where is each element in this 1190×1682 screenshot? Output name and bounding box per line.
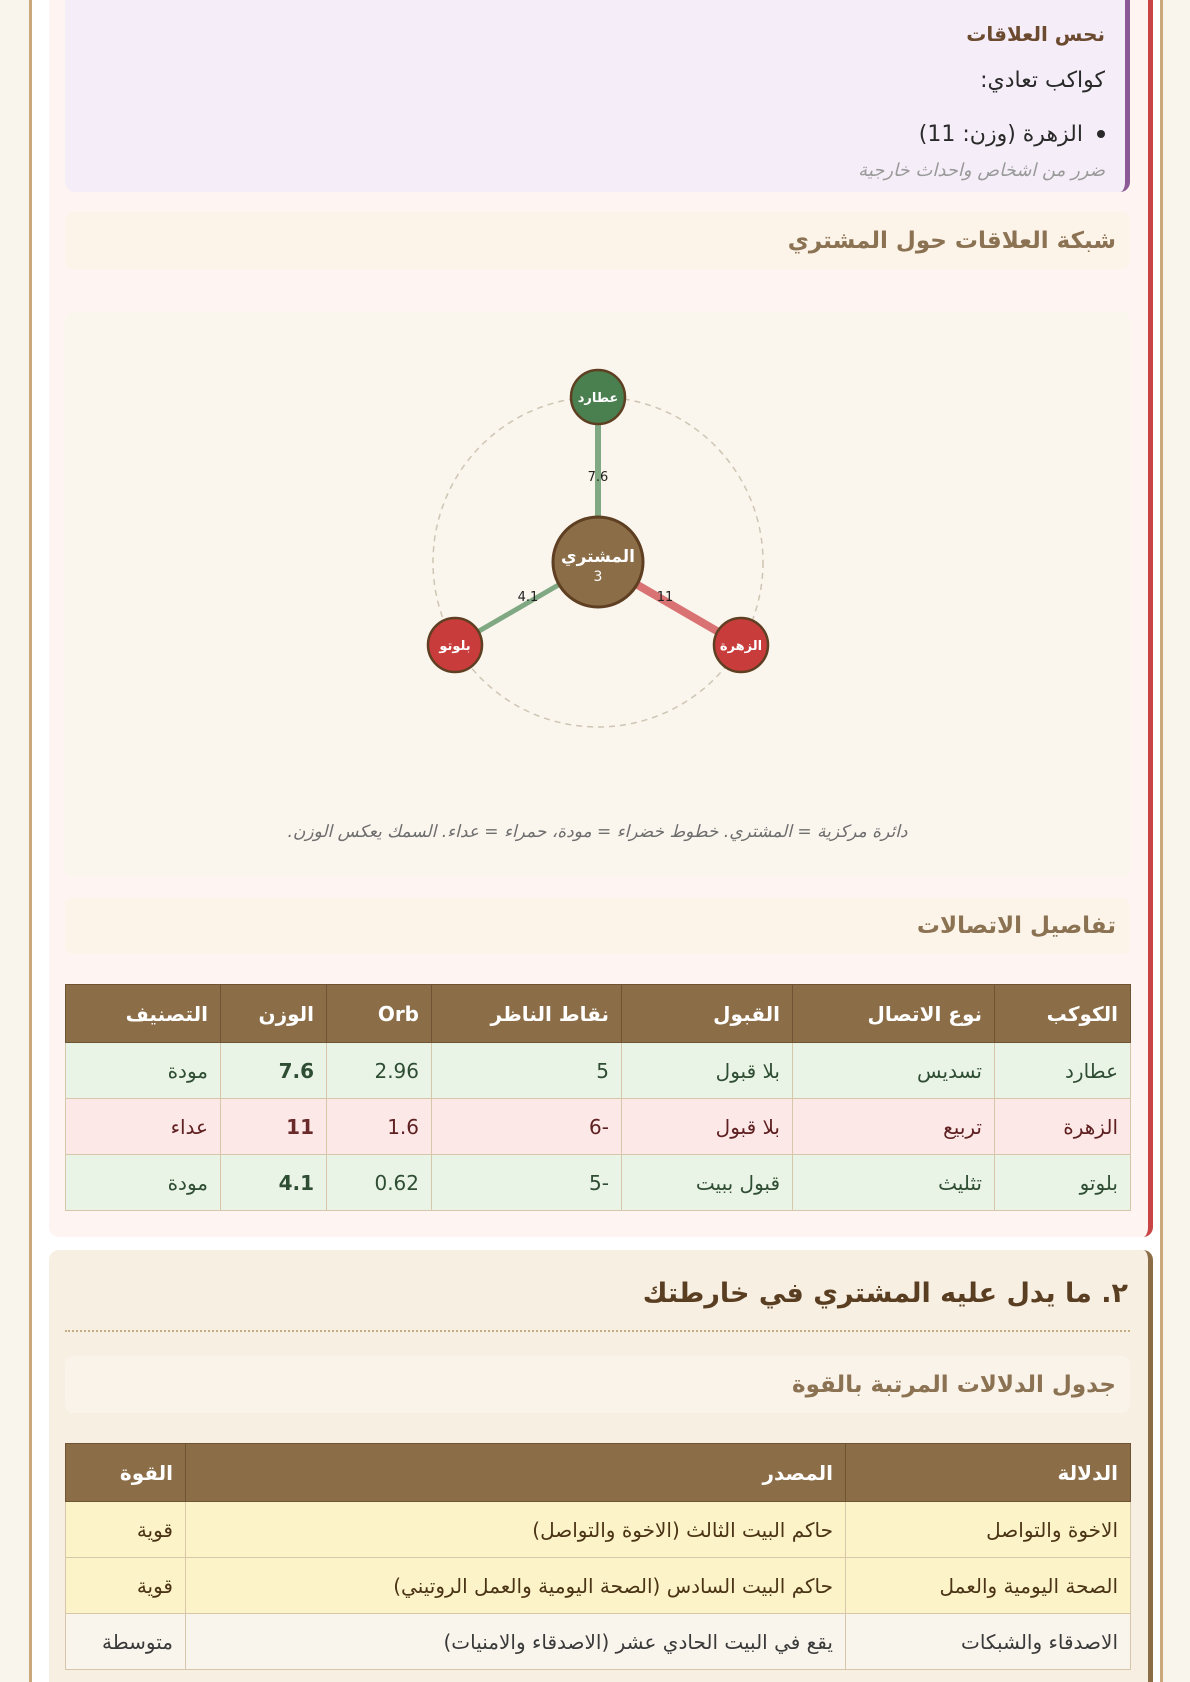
significations-title-box bbox=[65, 1356, 1130, 1413]
malefic-title: نحس العلاقات bbox=[966, 22, 1105, 46]
column-header: الكوكب bbox=[995, 985, 1131, 1043]
list-item: الزهرة (وزن: 11) bbox=[85, 114, 1105, 154]
column-header: الدلالة bbox=[846, 1444, 1131, 1502]
column-header: التصنيف bbox=[66, 985, 221, 1043]
svg-text:الزهرة: الزهرة bbox=[719, 639, 763, 654]
column-header: Orb bbox=[327, 985, 432, 1043]
significations-table bbox=[65, 1443, 1131, 1670]
edge-weight-label: 4.1 bbox=[517, 590, 539, 605]
column-header: القوة bbox=[66, 1444, 186, 1502]
relationship-network-diagram bbox=[65, 312, 1130, 878]
table-header-row bbox=[66, 985, 1131, 1043]
network-caption: دائرة مركزية = المشتري. خطوط خضراء = مودة، حمراء = عداء. السمك يعكس الوزن. bbox=[287, 822, 908, 842]
edge-weight-label: 11 bbox=[656, 590, 674, 605]
aspects-table bbox=[65, 984, 1131, 1211]
divider bbox=[65, 1330, 1130, 1332]
node-mercury bbox=[571, 370, 625, 424]
malefic-subtitle: كواكب تعادي: bbox=[980, 68, 1105, 93]
table-row: الاصدقاء والشبكات يقع في البيت الحادي عشر (الاصدقاء والامنيات) متوسطة bbox=[66, 1614, 1131, 1670]
aspects-title-box bbox=[65, 898, 1130, 954]
column-header: نقاط الناظر bbox=[432, 985, 622, 1043]
table-row: الصحة اليومية والعمل حاكم البيت السادس (الصحة اليومية والعمل الروتيني) قوية bbox=[66, 1558, 1131, 1614]
bullet-icon bbox=[1097, 130, 1105, 138]
network-title-box bbox=[65, 212, 1130, 269]
column-header: نوع الاتصال bbox=[793, 985, 995, 1043]
column-header: القبول bbox=[622, 985, 793, 1043]
table-row: عطارد تسديس بلا قبول 5 2.96 7.6 مودة bbox=[66, 1043, 1131, 1099]
table-row: الاخوة والتواصل حاكم البيت الثالث (الاخوة والتواصل) قوية bbox=[66, 1502, 1131, 1558]
malefic-relations-box bbox=[65, 0, 1130, 192]
section-title: تفاصيل الاتصالات bbox=[916, 913, 1116, 939]
malefic-note: ضرر من اشخاص واحداث خارجية bbox=[858, 160, 1105, 181]
edge-weight-label: 7.6 bbox=[587, 470, 609, 485]
table-row: الزهرة تربيع بلا قبول -6 1.6 11 عداء bbox=[66, 1099, 1131, 1155]
node-pluto bbox=[428, 618, 482, 672]
section-heading: ٢. ما يدل عليه المشتري في خارطتك bbox=[642, 1278, 1128, 1309]
table-row: بلوتو تثليث قبول ببيت -5 0.62 4.1 مودة bbox=[66, 1155, 1131, 1211]
node-venus bbox=[714, 618, 768, 672]
svg-text:3: 3 bbox=[593, 569, 603, 585]
svg-text:المشتري: المشتري bbox=[560, 547, 636, 567]
column-header: الوزن bbox=[221, 985, 327, 1043]
table-header-row bbox=[66, 1444, 1131, 1502]
section-title: شبكة العلاقات حول المشتري bbox=[787, 227, 1116, 254]
section-title: جدول الدلالات المرتبة بالقوة bbox=[792, 1371, 1116, 1398]
page bbox=[29, 0, 1163, 1682]
significations-card bbox=[49, 1250, 1153, 1682]
node-jupiter bbox=[553, 517, 643, 607]
relationships-card bbox=[49, 0, 1153, 1237]
column-header: المصدر bbox=[186, 1444, 846, 1502]
network-graph bbox=[65, 312, 1130, 812]
malefic-list bbox=[85, 114, 1105, 154]
svg-text:بلوتو: بلوتو bbox=[439, 639, 471, 654]
svg-text:عطارد: عطارد bbox=[577, 391, 619, 406]
